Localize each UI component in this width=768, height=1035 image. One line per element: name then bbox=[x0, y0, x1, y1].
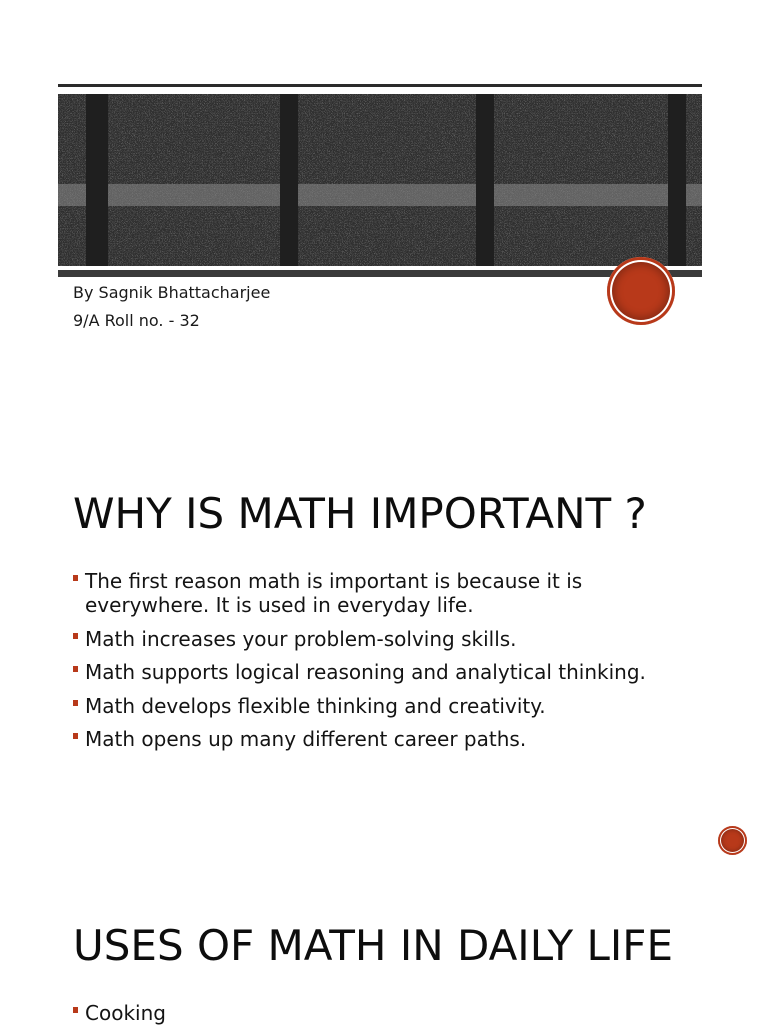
bullet-item: Math opens up many different career paths. bbox=[73, 727, 673, 751]
bullet-marker-icon bbox=[73, 733, 78, 739]
bullet-marker-icon bbox=[73, 575, 78, 581]
bullet-marker-icon bbox=[73, 1007, 78, 1013]
cover-credits bbox=[73, 279, 270, 335]
slide-title-why-math: WHY IS MATH IMPORTANT ? bbox=[73, 489, 647, 538]
bullet-marker-icon bbox=[73, 700, 78, 706]
bullet-item: Cooking bbox=[73, 1001, 673, 1025]
bullet-list-why-math bbox=[73, 569, 673, 761]
bullet-item: Math supports logical reasoning and analytical thinking. bbox=[73, 660, 673, 684]
bullet-item: Math increases your problem-solving skills. bbox=[73, 627, 673, 651]
decorative-circle-small bbox=[718, 826, 747, 855]
class-roll: 9/A Roll no. - 32 bbox=[73, 311, 200, 330]
slide-title-uses-of-math: USES OF MATH IN DAILY LIFE bbox=[73, 921, 673, 970]
bullet-item: Math develops flexible thinking and creativity. bbox=[73, 694, 673, 718]
banner-image bbox=[58, 84, 702, 277]
bullet-marker-icon bbox=[73, 633, 78, 639]
decorative-circle bbox=[607, 257, 675, 325]
bullet-item: The first reason math is important is because it is everywhere. It is used in everyday life. bbox=[73, 569, 673, 617]
bullet-list-uses-of-math bbox=[73, 1001, 673, 1035]
author-name: By Sagnik Bhattacharjee bbox=[73, 283, 271, 302]
bullet-marker-icon bbox=[73, 666, 78, 672]
